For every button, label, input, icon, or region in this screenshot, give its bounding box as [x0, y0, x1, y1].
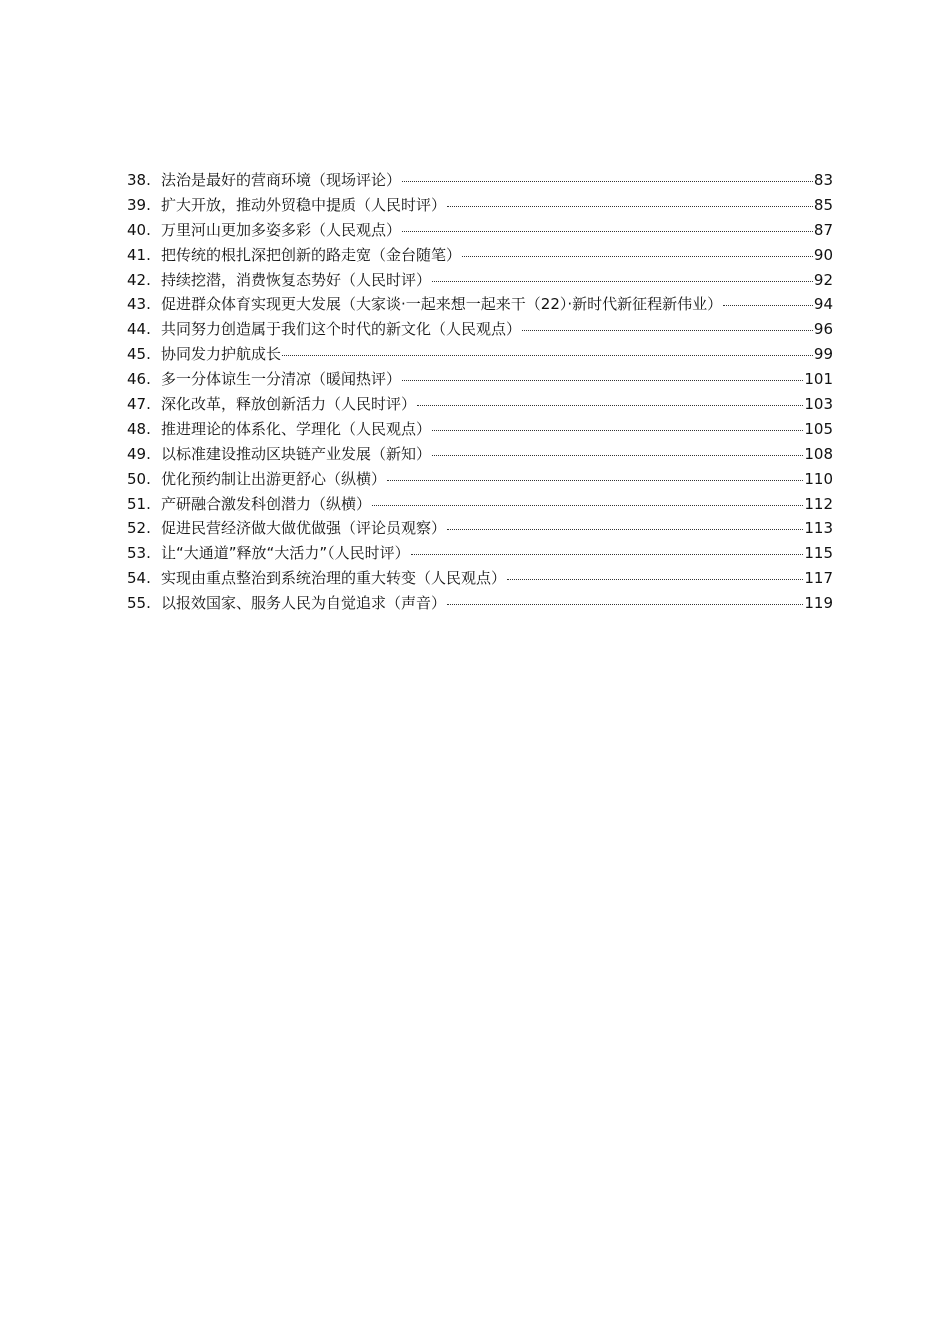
toc-entry[interactable] [127, 367, 833, 392]
toc-entry-page-number: 90 [813, 245, 833, 264]
toc-entry-page-number: 94 [813, 295, 833, 314]
toc-dot-leader [411, 553, 804, 555]
toc-entry-page-number: 87 [813, 220, 833, 239]
toc-entry[interactable] [127, 218, 833, 243]
toc-entry[interactable] [127, 566, 833, 591]
toc-entry-title: 多一分体谅生一分清凉（暖闻热评） [161, 370, 402, 389]
toc-entry-page-number: 113 [804, 519, 833, 538]
toc-entry-page-number: 115 [804, 544, 833, 563]
toc-entry[interactable] [127, 417, 833, 442]
toc-entry-page-number: 99 [813, 345, 833, 364]
toc-entry-number: 43. [127, 295, 151, 314]
toc-entry-title: 深化改革，释放创新活力（人民时评） [161, 395, 417, 414]
toc-entry[interactable] [127, 492, 833, 517]
toc-entry[interactable] [127, 392, 833, 417]
toc-dot-leader [507, 578, 803, 580]
toc-entry[interactable] [127, 243, 833, 268]
toc-dot-leader [432, 454, 803, 456]
toc-entry-title: 优化预约制让出游更舒心（纵横） [161, 469, 387, 488]
toc-entry[interactable] [127, 342, 833, 367]
toc-entry-number: 38. [127, 171, 151, 189]
toc-entry-title: 促进群众体育实现更大发展（大家谈·一起来想一起来干（22）·新时代新征程新伟业） [161, 295, 723, 314]
toc-dot-leader [282, 354, 813, 356]
toc-entry-page-number: 110 [804, 469, 833, 488]
toc-dot-leader [447, 528, 803, 530]
toc-entry-number: 49. [127, 444, 151, 463]
toc-entry-number: 44. [127, 320, 151, 339]
toc-dot-leader [447, 205, 813, 207]
toc-entry-number: 40. [127, 220, 151, 239]
toc-dot-leader [522, 329, 813, 331]
toc-entry[interactable] [127, 292, 833, 317]
toc-entry-page-number: 85 [813, 195, 833, 214]
toc-entry-title: 共同努力创造属于我们这个时代的新文化（人民观点） [161, 320, 522, 339]
toc-entry-title: 把传统的根扎深把创新的路走宽（金台随笔） [161, 245, 462, 264]
toc-entry-number: 50. [127, 469, 151, 488]
toc-entry-page-number: 105 [804, 419, 833, 438]
toc-entry-number: 48. [127, 419, 151, 438]
toc-entry-number: 41. [127, 245, 151, 264]
toc-entry[interactable] [127, 442, 833, 467]
toc-entry-title: 让“大通道”释放“大活力”（人民时评） [161, 544, 410, 563]
toc-entry-number: 46. [127, 370, 151, 389]
toc-entry-page-number: 117 [804, 569, 833, 588]
toc-entry-page-number: 119 [804, 594, 833, 613]
toc-entry-page-number: 101 [804, 370, 833, 389]
toc-entry-number: 51. [127, 494, 151, 513]
toc-dot-leader [447, 603, 803, 605]
toc-entry-page-number: 108 [804, 444, 833, 463]
toc-dot-leader [402, 230, 813, 232]
toc-entry-title: 以报效国家、服务人民为自觉追求（声音） [161, 594, 447, 613]
toc-dot-leader [372, 504, 803, 506]
toc-dot-leader [462, 255, 813, 257]
toc-entry[interactable] [127, 467, 833, 492]
toc-dot-leader [432, 280, 813, 282]
toc-entry-page-number: 92 [813, 270, 833, 289]
toc-dot-leader [402, 379, 803, 381]
toc-entry-title: 以标准建设推动区块链产业发展（新知） [161, 444, 432, 463]
toc-entry-title: 万里河山更加多姿多彩（人民观点） [161, 220, 402, 239]
toc-entry-number: 42. [127, 270, 151, 289]
toc-entry-number: 55. [127, 594, 151, 613]
toc-entry-page-number: 103 [804, 395, 833, 414]
toc-dot-leader [432, 429, 803, 431]
toc-entry-number: 54. [127, 569, 151, 588]
toc-entry-page-number: 83 [813, 171, 833, 189]
toc-dot-leader [417, 404, 803, 406]
toc-entry-title: 持续挖潜，消费恢复态势好（人民时评） [161, 270, 432, 289]
toc-entry-page-number: 96 [813, 320, 833, 339]
toc-dot-leader [723, 304, 813, 306]
toc-dot-leader [387, 479, 803, 481]
toc-entry-number: 47. [127, 395, 151, 414]
toc-entry-number: 39. [127, 195, 151, 214]
toc-entry-title: 扩大开放，推动外贸稳中提质（人民时评） [161, 195, 447, 214]
toc-entry-title: 法治是最好的营商环境（现场评论） [161, 171, 402, 189]
toc-entry[interactable] [127, 193, 833, 218]
toc-entry-number: 53. [127, 544, 151, 563]
toc-entry-number: 52. [127, 519, 151, 538]
table-of-contents [127, 168, 833, 616]
toc-entry-title: 产研融合激发科创潜力（纵横） [161, 494, 372, 513]
toc-entry-title: 协同发力护航成长 [161, 345, 282, 364]
toc-entry[interactable] [127, 317, 833, 342]
toc-entry-title: 推进理论的体系化、学理化（人民观点） [161, 419, 432, 438]
toc-dot-leader [402, 180, 813, 182]
toc-entry-title: 实现由重点整治到系统治理的重大转变（人民观点） [161, 569, 507, 588]
toc-entry[interactable] [127, 168, 833, 193]
toc-entry[interactable] [127, 591, 833, 616]
toc-entry-title: 促进民营经济做大做优做强（评论员观察） [161, 519, 447, 538]
toc-entry[interactable] [127, 541, 833, 566]
toc-entry[interactable] [127, 268, 833, 293]
toc-entry-page-number: 112 [804, 494, 833, 513]
toc-entry[interactable] [127, 516, 833, 541]
toc-entry-number: 45. [127, 345, 151, 364]
